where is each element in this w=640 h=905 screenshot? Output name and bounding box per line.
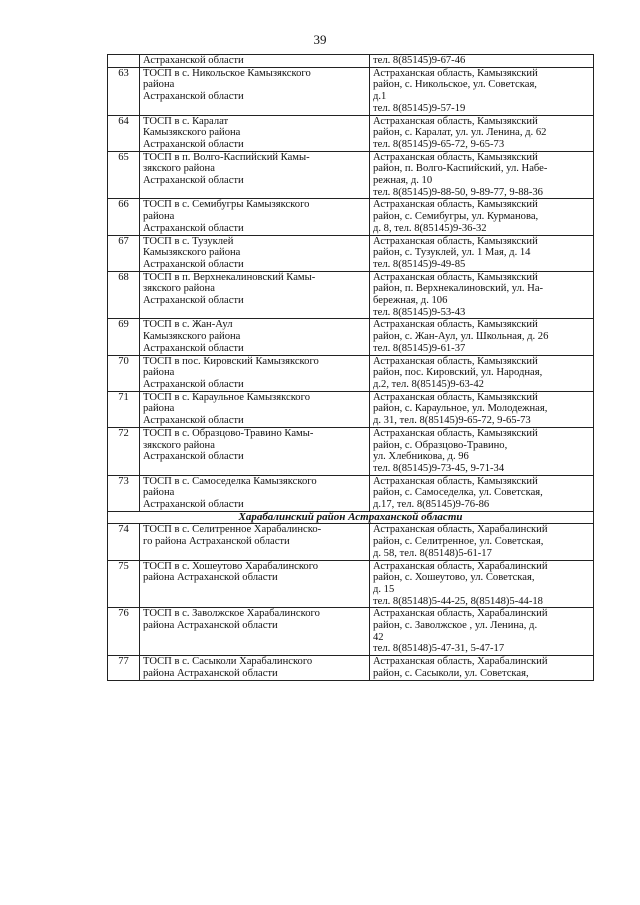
- section-heading-row: [108, 511, 594, 524]
- office-address-cell: Астраханская область, Харабалинский район, с. Селитренное, ул. Советская, д. 58, тел. 8(85148)5-61-17: [370, 524, 594, 560]
- row-70: [108, 355, 594, 391]
- row-number-cell: 77: [108, 656, 140, 680]
- office-name-cell: ТОСП в с. Сасыколи Харабалинского района Астраханской области: [140, 656, 370, 680]
- office-name-cell: ТОСП в с. Тузуклей Камызякского района Астраханской области: [140, 235, 370, 271]
- row-69: [108, 319, 594, 355]
- offices-table-body: [108, 55, 594, 681]
- office-name-cell: ТОСП в с. Селитренное Харабалинско- го района Астраханской области: [140, 524, 370, 560]
- row-number-cell: 73: [108, 475, 140, 511]
- section-heading: Харабалинский район Астраханской области: [108, 511, 594, 524]
- row-number-cell: 66: [108, 199, 140, 235]
- office-name-cell: ТОСП в с. Самоседелка Камызякского района Астраханской области: [140, 475, 370, 511]
- row-74: [108, 524, 594, 560]
- office-name-cell: Астраханской области: [140, 55, 370, 68]
- office-address-cell: Астраханская область, Камызякский район, с. Тузуклей, ул. 1 Мая, д. 14 тел. 8(85145)9-49-85: [370, 235, 594, 271]
- row-66: [108, 199, 594, 235]
- row-71: [108, 391, 594, 427]
- row-number-cell: 76: [108, 608, 140, 656]
- row-number-cell: 75: [108, 560, 140, 608]
- office-address-cell: Астраханская область, Харабалинский район, с. Заволжское , ул. Ленина, д. 42 тел. 8(85148)5-47-31, 5-47-17: [370, 608, 594, 656]
- row-67: [108, 235, 594, 271]
- row-65: [108, 151, 594, 199]
- row-number-cell: 72: [108, 427, 140, 475]
- office-name-cell: ТОСП в с. Караульное Камызякского района Астраханской области: [140, 391, 370, 427]
- row-number-cell: 74: [108, 524, 140, 560]
- office-name-cell: ТОСП в с. Хошеутово Харабалинского района Астраханской области: [140, 560, 370, 608]
- row-72: [108, 427, 594, 475]
- row-number-cell: 64: [108, 115, 140, 151]
- row-75: [108, 560, 594, 608]
- office-address-cell: Астраханская область, Камызякский район, с. Образцово-Травино, ул. Хлебникова, д. 96 тел. 8(85145)9-73-45, 9-71-34: [370, 427, 594, 475]
- office-address-cell: Астраханская область, Камызякский район, с. Караульное, ул. Молодежная, д. 31, тел. 8(85145)9-65-72, 9-65-73: [370, 391, 594, 427]
- row-number-cell: 70: [108, 355, 140, 391]
- row-63: [108, 67, 594, 115]
- office-name-cell: ТОСП в п. Волго-Каспийский Камы- зякского района Астраханской области: [140, 151, 370, 199]
- office-name-cell: ТОСП в с. Никольское Камызякского района Астраханской области: [140, 67, 370, 115]
- office-name-cell: ТОСП в с. Образцово-Травино Камы- зякского района Астраханской области: [140, 427, 370, 475]
- office-name-cell: ТОСП в с. Заволжское Харабалинского района Астраханской области: [140, 608, 370, 656]
- row-number-cell: [108, 55, 140, 68]
- office-address-cell: Астраханская область, Харабалинский район, с. Сасыколи, ул. Советская,: [370, 656, 594, 680]
- row-73: [108, 475, 594, 511]
- office-address-cell: Астраханская область, Камызякский район, с. Каралат, ул. ул. Ленина, д. 62 тел. 8(85145)9-65-72, 9-65-73: [370, 115, 594, 151]
- office-address-cell: Астраханская область, Камызякский район, с. Жан-Аул, ул. Школьная, д. 26 тел. 8(85145)9-61-37: [370, 319, 594, 355]
- office-address-cell: Астраханская область, Камызякский район, с. Никольское, ул. Советская, д.1 тел. 8(85145)9-57-19: [370, 67, 594, 115]
- office-name-cell: ТОСП в с. Жан-Аул Камызякского района Астраханской области: [140, 319, 370, 355]
- row-number-cell: 67: [108, 235, 140, 271]
- office-name-cell: ТОСП в п. Верхнекалиновский Камы- зякского района Астраханской области: [140, 271, 370, 319]
- row-number-cell: 68: [108, 271, 140, 319]
- continuation-row: [108, 55, 594, 68]
- office-address-cell: Астраханская область, Камызякский район, п. Волго-Каспийский, ул. Набе- режная, д. 10 тел. 8(85145)9-88-50, 9-89-77, 9-88-36: [370, 151, 594, 199]
- office-address-cell: Астраханская область, Камызякский район, с. Самоседелка, ул. Советская, д.17, тел. 8(85145)9-76-86: [370, 475, 594, 511]
- row-number-cell: 71: [108, 391, 140, 427]
- row-76: [108, 608, 594, 656]
- office-name-cell: ТОСП в пос. Кировский Камызякского района Астраханской области: [140, 355, 370, 391]
- offices-table: [107, 54, 594, 681]
- row-number-cell: 69: [108, 319, 140, 355]
- office-address-cell: Астраханская область, Харабалинский район, с. Хошеутово, ул. Советская, д. 15 тел. 8(85148)5-44-25, 8(85148)5-44-18: [370, 560, 594, 608]
- office-address-cell: тел. 8(85145)9-67-46: [370, 55, 594, 68]
- row-68: [108, 271, 594, 319]
- row-64: [108, 115, 594, 151]
- office-address-cell: Астраханская область, Камызякский район, п. Верхнекалиновский, ул. На- бережная, д. 106 тел. 8(85145)9-53-43: [370, 271, 594, 319]
- office-address-cell: Астраханская область, Камызякский район, пос. Кировский, ул. Народная, д.2, тел. 8(85145)9-63-42: [370, 355, 594, 391]
- office-address-cell: Астраханская область, Камызякский район, с. Семибугры, ул. Курманова, д. 8, тел. 8(85145)9-36-32: [370, 199, 594, 235]
- office-name-cell: ТОСП в с. Семибугры Камызякского района Астраханской области: [140, 199, 370, 235]
- row-number-cell: 65: [108, 151, 140, 199]
- page-number: 39: [313, 32, 327, 47]
- office-name-cell: ТОСП в с. Каралат Камызякского района Астраханской области: [140, 115, 370, 151]
- row-number-cell: 63: [108, 67, 140, 115]
- row-77: [108, 656, 594, 680]
